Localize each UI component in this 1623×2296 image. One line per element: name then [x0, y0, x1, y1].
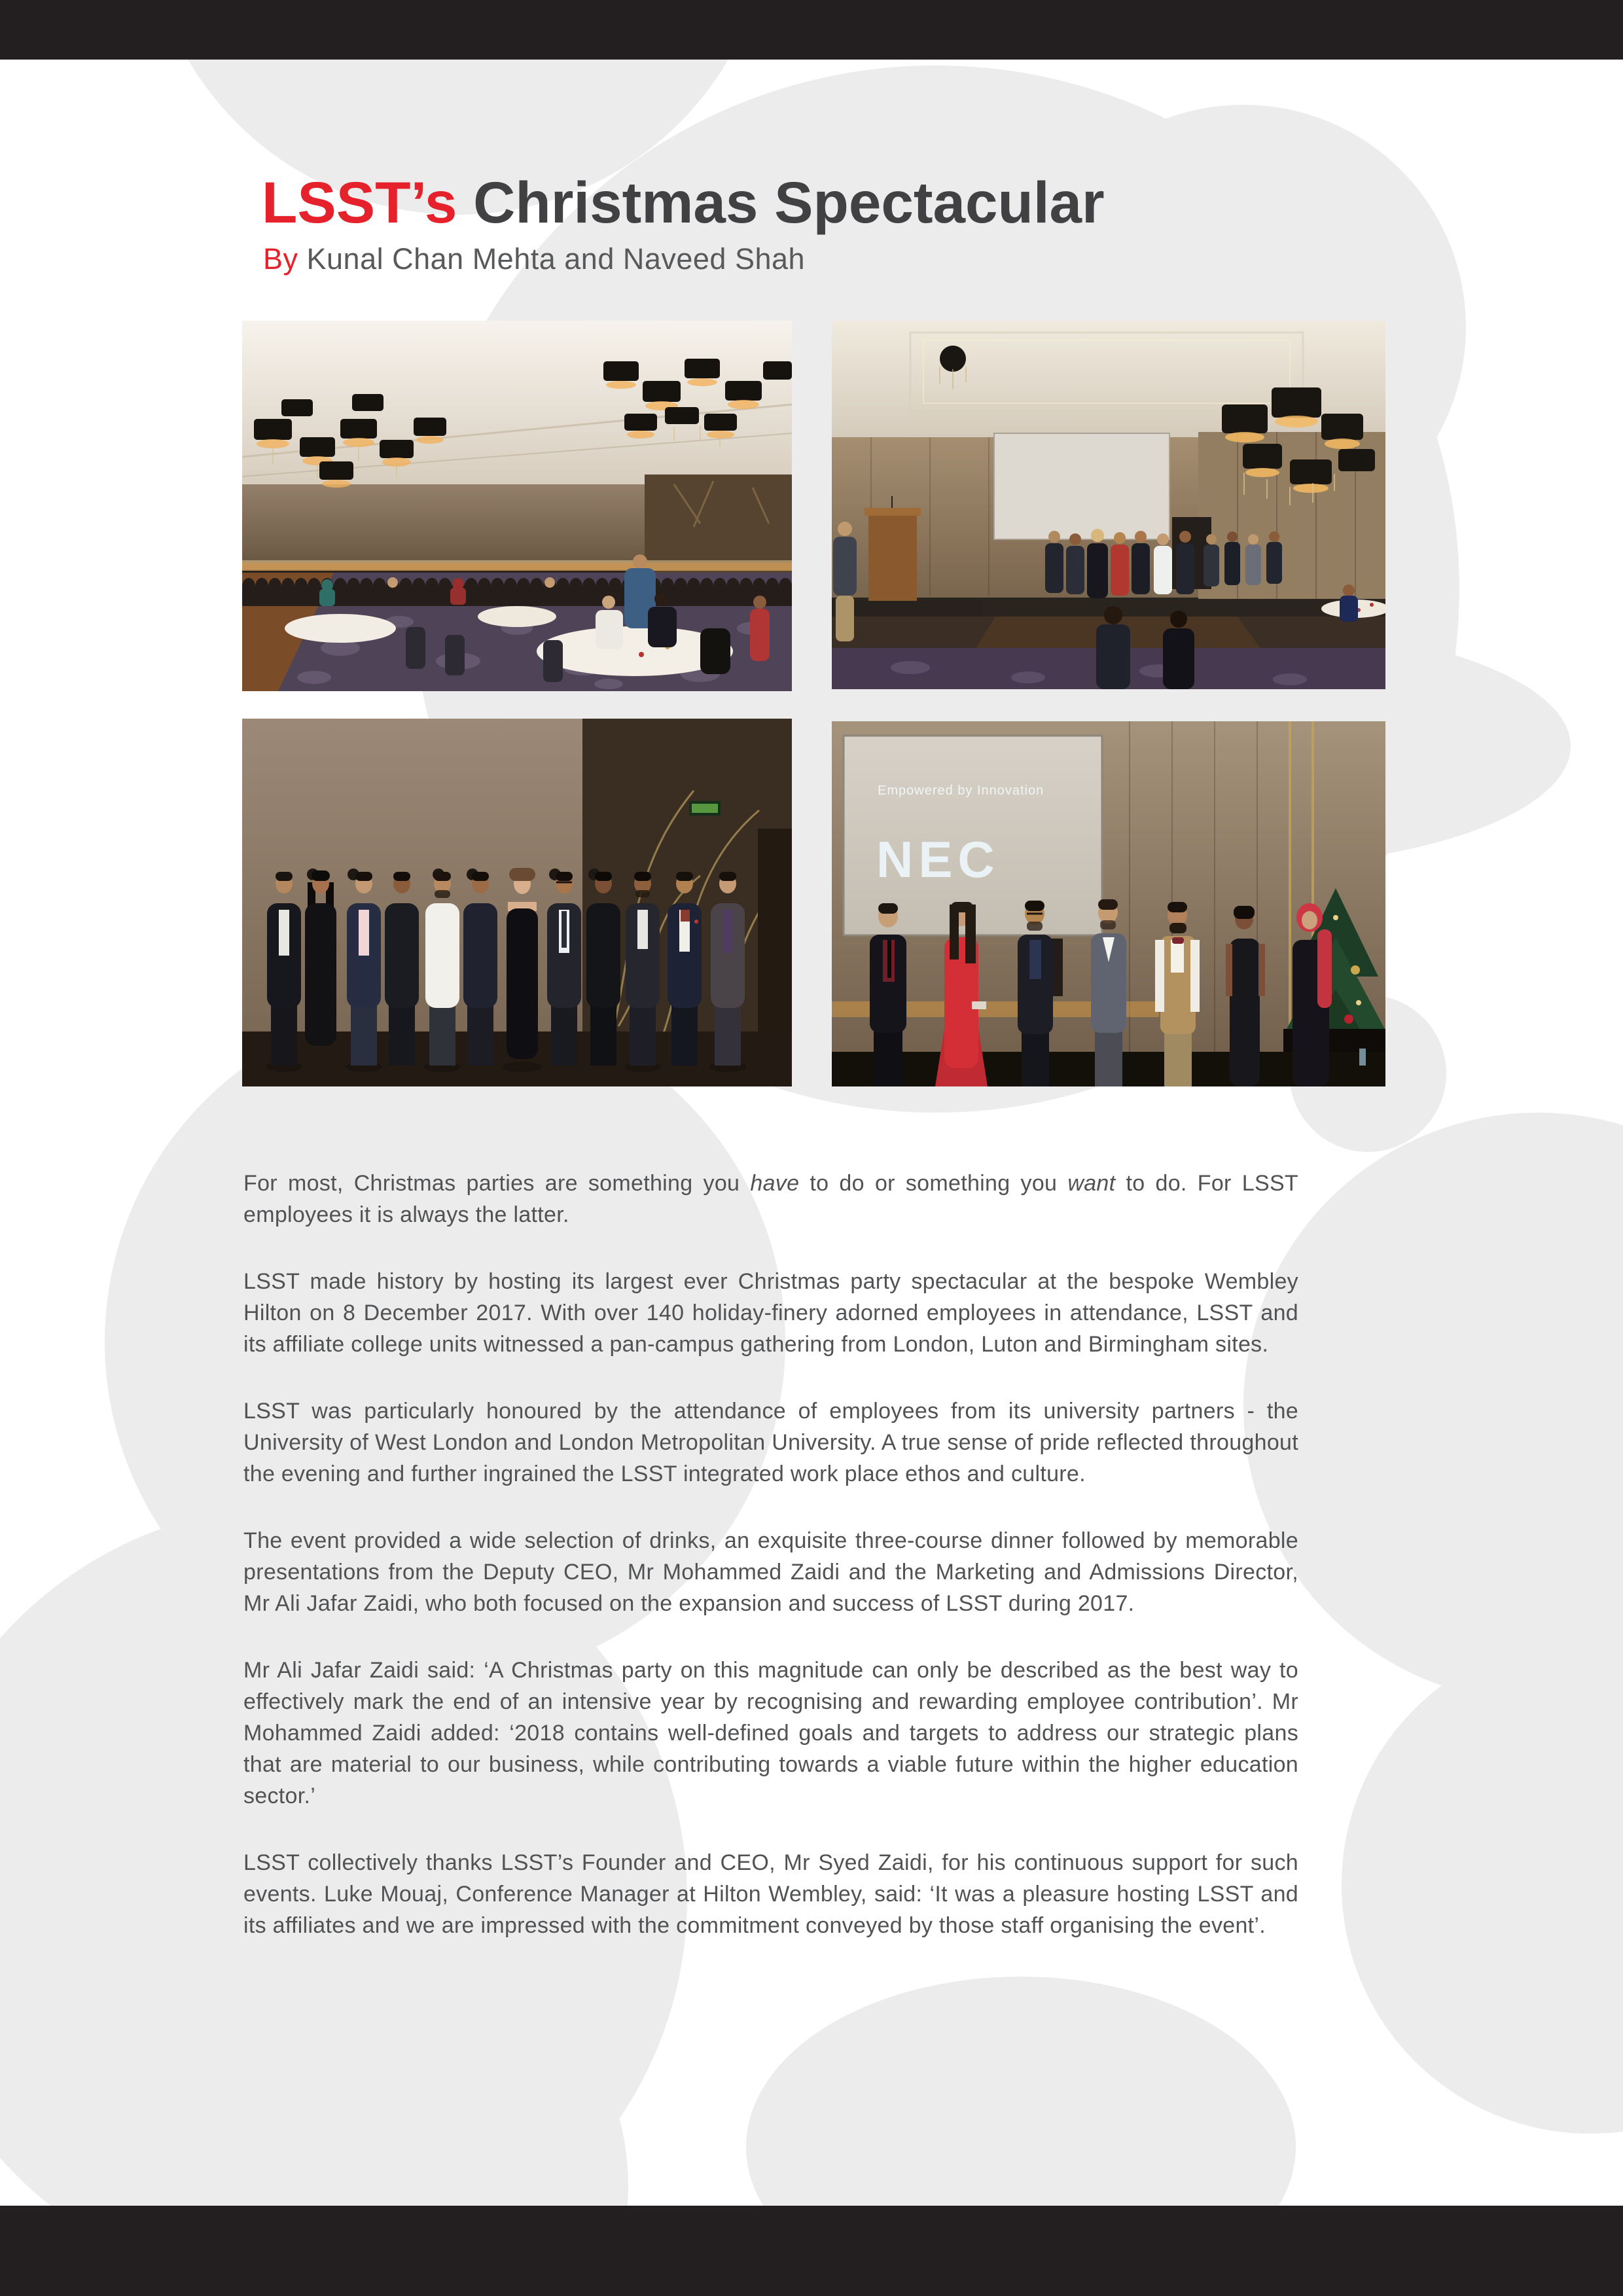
- paragraph: [243, 1655, 1298, 1812]
- page-title-rest: Christmas Spectacular: [457, 169, 1105, 235]
- photo-staff-group: [242, 719, 792, 1086]
- podium: [865, 496, 921, 603]
- background-circle: [1342, 1636, 1623, 2134]
- text-run: LSST collectively thanks LSST’s Founder and CEO, Mr Syed Zaidi, for his continuous support for such events. Luke Mouaj, Conference Manager at Hilton Wembley, said: ‘It was a pleasure hosting LSST and its affiliates and we are impressed with the commitment conveyed by those staff organising the event’.: [243, 1850, 1298, 1938]
- photo-stage-group: [832, 721, 1385, 1086]
- text-run: to do or something you: [799, 1171, 1068, 1196]
- bottom-black-bar: [0, 2206, 1623, 2296]
- article-body: [243, 1168, 1298, 1941]
- paragraph: [243, 1847, 1298, 1941]
- byline: [263, 244, 805, 274]
- paragraph: [243, 1395, 1298, 1490]
- page-title: [262, 169, 1105, 235]
- text-run: For most, Christmas parties are something you: [243, 1171, 751, 1196]
- stage-group-illustration: [832, 721, 1385, 1086]
- paragraph: [243, 1266, 1298, 1360]
- italic-text-run: want: [1067, 1171, 1116, 1196]
- photo-ballroom-dinner: [242, 321, 792, 691]
- byline-names: Kunal Chan Mehta and Naveed Shah: [298, 242, 806, 276]
- page-title-accent: LSST’s: [262, 169, 457, 235]
- byline-prefix: By: [263, 242, 298, 276]
- paragraph: [243, 1168, 1298, 1230]
- ballroom-reception-illustration: [832, 321, 1385, 689]
- italic-text-run: have: [750, 1171, 800, 1196]
- photo-ballroom-reception: [832, 321, 1385, 689]
- background-circle: [1243, 1113, 1623, 1702]
- staff-group-illustration: [242, 719, 792, 1086]
- text-run: LSST was particularly honoured by the attendance of employees from its university partners - the University of West London and London Metropolitan University. A true sense of pride reflected throughout the evening and further ingrained the LSST integrated work place ethos and culture.: [243, 1399, 1298, 1486]
- projector-screen: [994, 433, 1169, 539]
- text-run: LSST made history by hosting its largest ever Christmas party spectacular at the bespoke Wembley Hilton on 8 December 2017. With over 140 holiday-finery adorned employees in attendance, LSST and its affiliate college units witnessed a pan-campus gathering from London, Luton and Birmingham sites.: [243, 1269, 1298, 1357]
- nec-logo: NEC: [876, 831, 1000, 888]
- paragraph: [243, 1525, 1298, 1619]
- top-black-bar: [0, 0, 1623, 60]
- ballroom-dinner-illustration: [242, 321, 792, 691]
- screen-caption: Empowered by Innovation: [878, 783, 1044, 798]
- text-run: to do. For LSST employees it is always the latter.: [243, 1171, 1298, 1227]
- text-run: The event provided a wide selection of drinks, an exquisite three-course dinner followed by memorable presentations from the Deputy CEO, Mr Mohammed Zaidi and the Marketing and Admissions Director, Mr Ali Jafar Zaidi, who both focused on the expansion and success of LSST during 2017.: [243, 1528, 1298, 1616]
- text-run: Mr Ali Jafar Zaidi said: ‘A Christmas party on this magnitude can only be described as the best way to effectively mark the end of an intensive year by recognising and rewarding employee contribution’. Mr Mohammed Zaidi added: ‘2018 contains well-defined goals and targets to address our strategic plans that are material to our business, while contributing towards a viable future within the higher education sector.’: [243, 1658, 1298, 1808]
